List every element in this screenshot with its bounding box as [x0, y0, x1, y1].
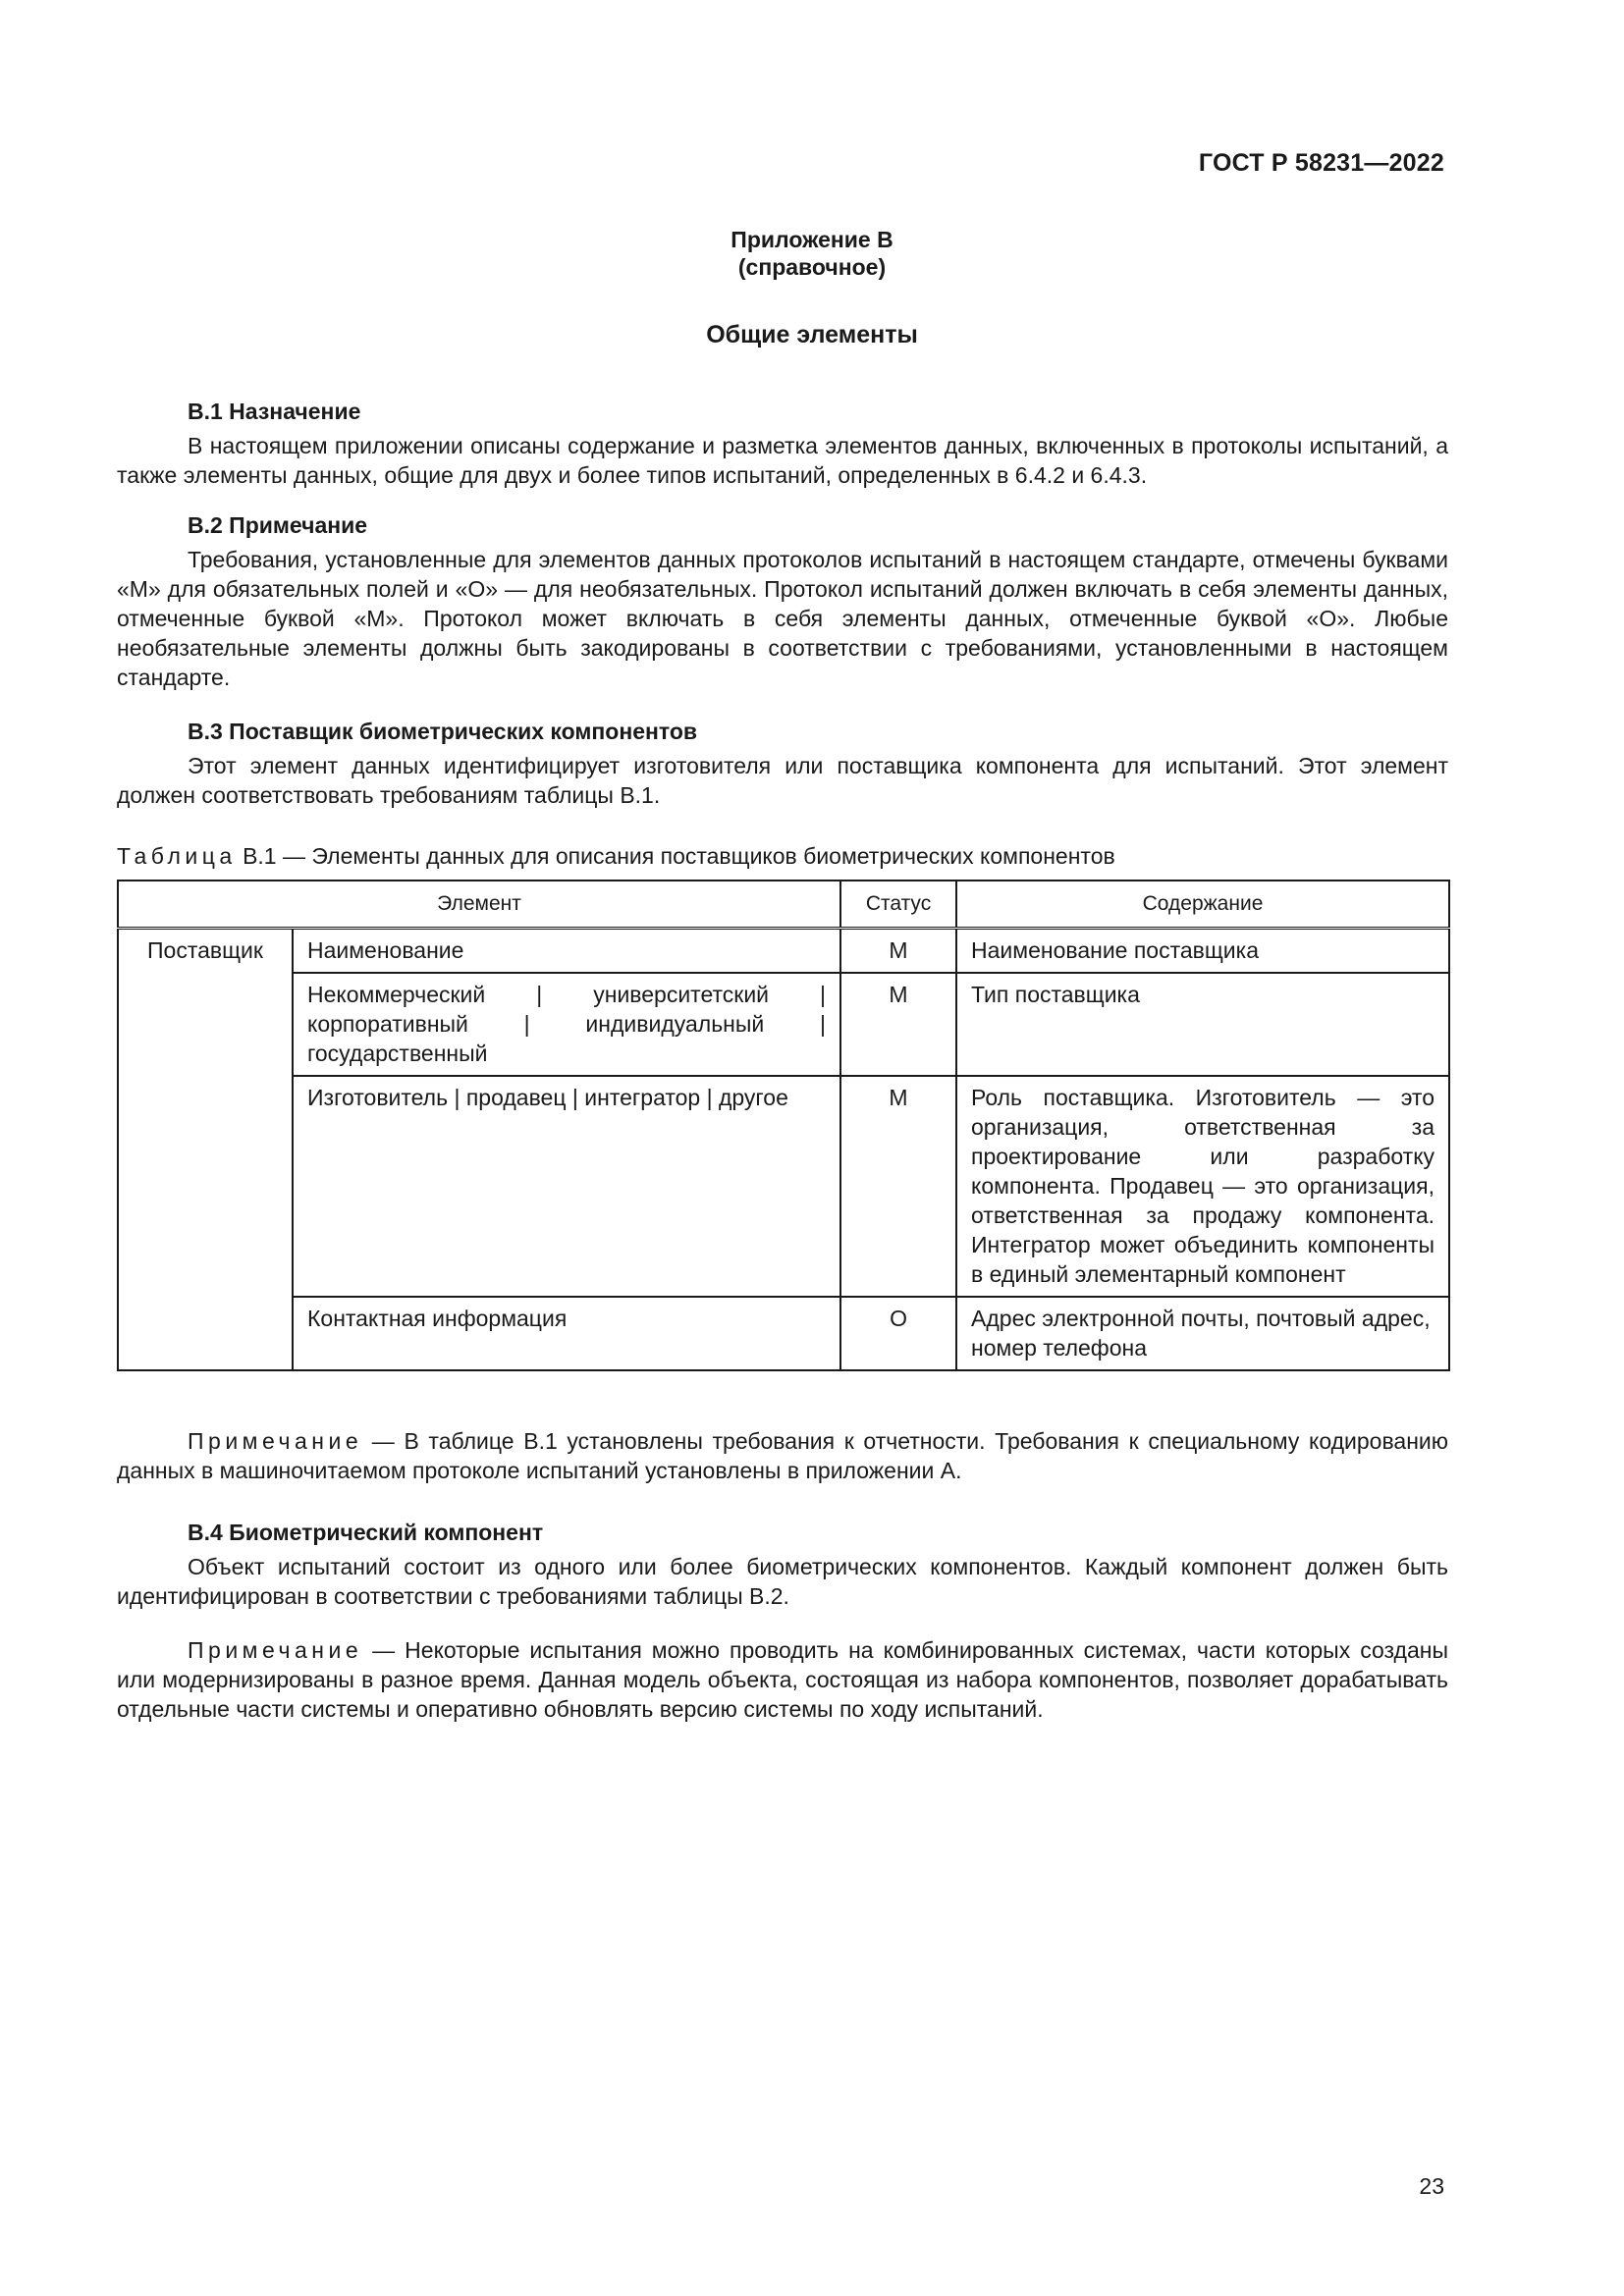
note-2: [117, 1635, 1448, 1724]
b4-paragraph: Объект испытаний состоит из одного или более биометрических компонентов. Каждый компонент должен быть идентифицирован в соответствии с требованиями таблицы В.2.: [117, 1554, 1448, 1609]
note-1: [117, 1426, 1448, 1485]
b3-paragraph: Этот элемент данных идентифицирует изготовителя или поставщика компонента для испытаний. Этот элемент должен соответствовать требованиям таблицы В.1.: [117, 753, 1448, 808]
note-2-paragraph: [117, 1635, 1448, 1724]
b2-paragraph: Требования, установленные для элементов данных протоколов испытаний в настоящем стандарте, отмечены буквами «М» для обязательных полей и «О» — для необязательных. Протокол испытаний должен включать в себя элементы данных, отмеченные буквой «М». Протокол может включать в себя элементы данных, отмеченные буквой «О». Любые необязательные элементы должны быть закодированы в соответствии с требованиями, установленными в настоящем стандарте.: [117, 547, 1448, 690]
table-header-row: [118, 881, 1449, 929]
cell-content: Роль поставщика. Изготовитель — это организация, ответственная за проектирование или разработку компонента. Продавец — это организация, ответственная за продажу компонента. Интегратор может объединить компоненты в единый элементарный компонент: [956, 1076, 1449, 1297]
table-b1-block: [117, 841, 1448, 1371]
cell-element: Некоммерческий | университетский | корпоративный | индивидуальный | государственный: [293, 973, 840, 1076]
section-b1: [117, 397, 1448, 490]
note-2-text: — Некоторые испытания можно проводить на комбинированных системах, части которых созданы или модернизированы в разное время. Данная модель объекта, состоящая из набора компонентов, позволяет дорабатывать отдельные части системы и оперативно обновлять версию системы по ходу испытаний.: [117, 1637, 1448, 1722]
cell-status: М: [840, 929, 956, 974]
cell-status: М: [840, 1076, 956, 1297]
b3-heading: В.3 Поставщик биометрических компонентов: [188, 719, 698, 744]
header-content: Содержание: [956, 881, 1449, 929]
table-caption-text: В.1 — Элементы данных для описания поставщиков биометрических компонентов: [243, 843, 1115, 869]
annex-heading: [0, 226, 1624, 281]
document-code: ГОСТ Р 58231—2022: [1198, 149, 1444, 177]
b1-heading: В.1 Назначение: [188, 399, 361, 424]
note-1-text: — В таблице В.1 установлены требования к отчетности. Требования к специальному кодированию данных в машиночитаемом протоколе испытаний установлены в приложении А.: [117, 1428, 1449, 1483]
b4-heading: В.4 Биометрический компонент: [188, 1520, 544, 1545]
table-row: [118, 1076, 1449, 1297]
row-group-supplier: Поставщик: [118, 929, 293, 1371]
cell-status: О: [840, 1297, 956, 1370]
table-caption-label: Таблица: [117, 843, 237, 869]
header-status: Статус: [840, 881, 956, 929]
annex-subtitle: (справочное): [737, 254, 887, 280]
page-number: 23: [1419, 2173, 1444, 2199]
section-b4: [117, 1518, 1448, 1611]
header-element: Элемент: [118, 881, 840, 929]
table-row: [118, 973, 1449, 1076]
section-b3: [117, 717, 1448, 810]
note-1-paragraph: [117, 1426, 1448, 1485]
cell-element: Изготовитель | продавец | интегратор | другое: [293, 1076, 840, 1297]
cell-status: М: [840, 973, 956, 1076]
cell-element: Наименование: [293, 929, 840, 974]
table-b1: [117, 880, 1450, 1371]
annex-title: Приложение В: [731, 227, 893, 252]
table-row: [118, 929, 1449, 974]
cell-content: Тип поставщика: [956, 973, 1449, 1076]
table-caption: [117, 841, 1448, 871]
cell-content: Адрес электронной почты, почтовый адрес, номер телефона: [956, 1297, 1449, 1370]
b1-paragraph: В настоящем приложении описаны содержание и разметка элементов данных, включенных в протоколы испытаний, а также элементы данных, общие для двух и более типов испытаний, определенных в 6.4.2 и 6.4.3.: [117, 433, 1448, 488]
b2-heading: В.2 Примечание: [188, 512, 368, 538]
table-row: [118, 1297, 1449, 1370]
section-title: Общие элементы: [706, 321, 918, 348]
note-2-label: Примечание: [188, 1637, 363, 1663]
section-b2: [117, 510, 1448, 692]
cell-element: Контактная информация: [293, 1297, 840, 1370]
note-1-label: Примечание: [188, 1428, 363, 1454]
cell-content: Наименование поставщика: [956, 929, 1449, 974]
